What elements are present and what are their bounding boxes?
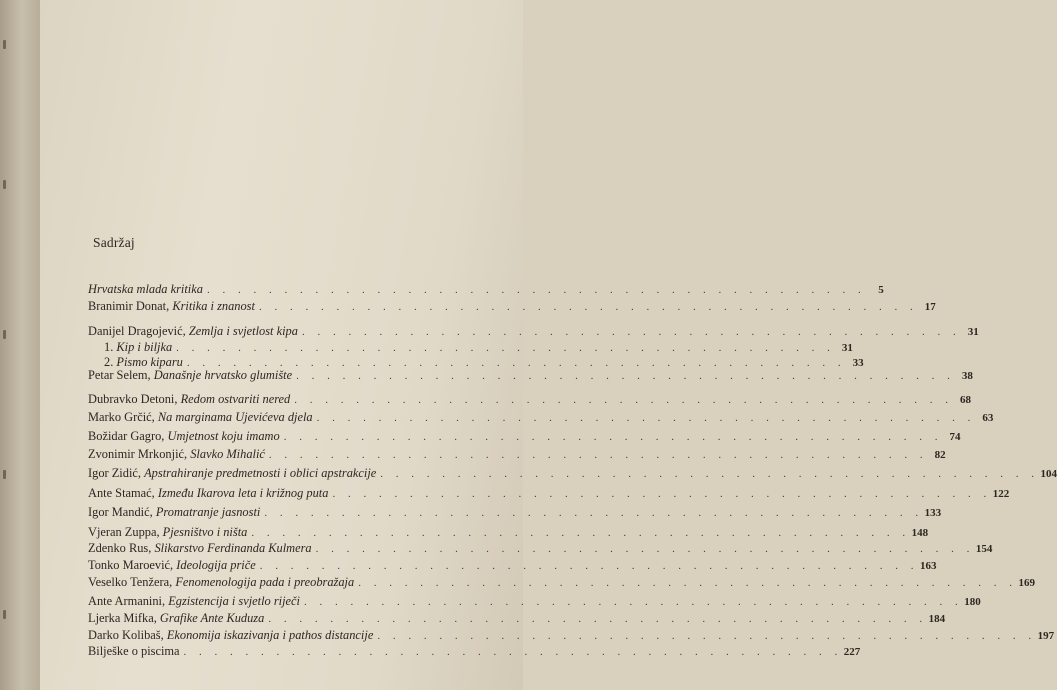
toc-entry (88, 392, 972, 410)
toc-entry (88, 541, 993, 559)
entry-author: Ante Armanini, (88, 594, 166, 608)
leader-dots (247, 527, 910, 539)
leader-dots (300, 596, 963, 608)
entry-title: Fenomenologija pada i preobražaja (175, 575, 355, 589)
entry-page-number: 227 (843, 646, 861, 658)
subentry-number: 1. (104, 340, 114, 354)
entry-page-number: 33 (852, 357, 864, 369)
entry-author: Ante Stamać, (88, 486, 155, 500)
entry-author: Vjeran Zuppa, (88, 525, 160, 539)
leader-dots (280, 431, 943, 443)
entry-title: Na marginama Ujevićeva djela (157, 410, 313, 424)
entry-title: Zemlja i svjetlost kipa (188, 324, 298, 338)
toc-entry (88, 282, 884, 300)
entry-page-number: 74 (949, 431, 961, 443)
entry-title: Umjetnost koju imamo (167, 429, 280, 443)
entry-page-number: 148 (911, 527, 929, 539)
entry-title: Grafike Ante Kuduza (159, 611, 265, 625)
leader-dots (354, 577, 1017, 589)
entry-title: Ideologija priče (176, 558, 256, 572)
toc-entry (88, 505, 942, 523)
entry-page-number: 133 (924, 507, 942, 519)
entry-page-number: 154 (975, 543, 993, 555)
subentry-number: 2. (104, 355, 114, 369)
entry-title: Pjesništvo i ništa (162, 525, 248, 539)
toc-entry (88, 594, 981, 612)
entry-author: Božidar Gagro, (88, 429, 165, 443)
leader-dots (292, 370, 955, 382)
leader-dots (290, 394, 953, 406)
leader-dots (256, 560, 919, 572)
entry-title: Između Ikarova leta i križnog puta (157, 486, 329, 500)
leader-dots (255, 301, 918, 313)
toc-entry (88, 299, 936, 317)
leader-dots (312, 543, 975, 555)
entry-page-number: 31 (841, 342, 853, 354)
entry-page-number: 180 (964, 596, 981, 608)
toc-entry (88, 644, 861, 662)
entry-author: Zdenko Rus, (88, 541, 152, 555)
entry-author: Danijel Dragojević, (88, 324, 186, 338)
toc-entry (88, 368, 973, 386)
entry-page-number: 63 (982, 412, 994, 424)
entry-title: Redom ostvariti nered (180, 392, 291, 406)
entry-author: Dubravko Detoni, (88, 392, 178, 406)
contents-heading: Sadržaj (93, 235, 135, 250)
toc-entry (88, 466, 1057, 484)
entry-title: Slavko Mihalić (190, 447, 265, 461)
leader-dots (373, 630, 1036, 642)
leader-dots (328, 488, 991, 500)
entry-title: Ekonomija iskazivanja i pathos distancije (166, 628, 374, 642)
entry-title: Pismo kiparu (116, 355, 183, 369)
toc-entry (88, 558, 937, 576)
entry-title: Hrvatska mlada kritika (88, 282, 203, 296)
entry-page-number: 82 (934, 449, 946, 461)
entry-page-number: 122 (992, 488, 1010, 500)
entry-page-number: 184 (928, 613, 946, 625)
toc-entry (88, 410, 994, 428)
toc-entry (88, 447, 946, 465)
entry-author: Petar Selem, (88, 368, 151, 382)
toc-entry (88, 611, 946, 629)
leader-dots (264, 613, 927, 625)
entry-author: Tonko Maroević, (88, 558, 174, 572)
leader-dots (260, 507, 923, 519)
entry-title: Kip i biljka (116, 340, 173, 354)
entry-page-number: 169 (1018, 577, 1035, 589)
entry-author: Branimir Donat, (88, 299, 170, 313)
entry-title: Egzistencija i svjetlo riječi (168, 594, 300, 608)
entry-author: Veselko Tenžera, (88, 575, 173, 589)
entry-author: Darko Kolibaš, (88, 628, 164, 642)
leader-dots (265, 449, 928, 461)
entry-author: Igor Zidić, (88, 466, 141, 480)
entry-page-number: 5 (878, 284, 884, 296)
entry-title: Promatranje jasnosti (155, 505, 261, 519)
leader-dots (298, 326, 961, 338)
toc-entry (88, 429, 961, 447)
entry-page-number: 31 (967, 326, 979, 338)
entry-title: Kritika i znanost (172, 299, 255, 313)
entry-page-number: 38 (961, 370, 973, 382)
entry-title: Apstrahiranje predmetnosti i oblici apstrakcije (144, 466, 377, 480)
entry-author: Marko Grčić, (88, 410, 155, 424)
leader-dots (313, 412, 976, 424)
entry-title: Današnje hrvatsko glumište (153, 368, 293, 382)
leader-dots (180, 646, 843, 658)
leader-dots (203, 284, 866, 296)
entry-page-number: 197 (1037, 630, 1055, 642)
entry-author: Bilješke o piscima (88, 644, 180, 658)
entry-page-number: 68 (960, 394, 972, 406)
leader-dots (172, 342, 835, 354)
toc-entry (88, 575, 1035, 593)
toc-entry (88, 486, 1010, 504)
entry-page-number: 163 (920, 560, 937, 572)
entry-author: Zvonimir Mrkonjić, (88, 447, 188, 461)
entry-title: Slikarstvo Ferdinanda Kulmera (154, 541, 312, 555)
entry-author: Igor Mandić, (88, 505, 153, 519)
entry-page-number: 104 (1040, 468, 1057, 480)
leader-dots (376, 468, 1039, 480)
entry-author: Ljerka Mifka, (88, 611, 157, 625)
entry-page-number: 17 (924, 301, 936, 313)
